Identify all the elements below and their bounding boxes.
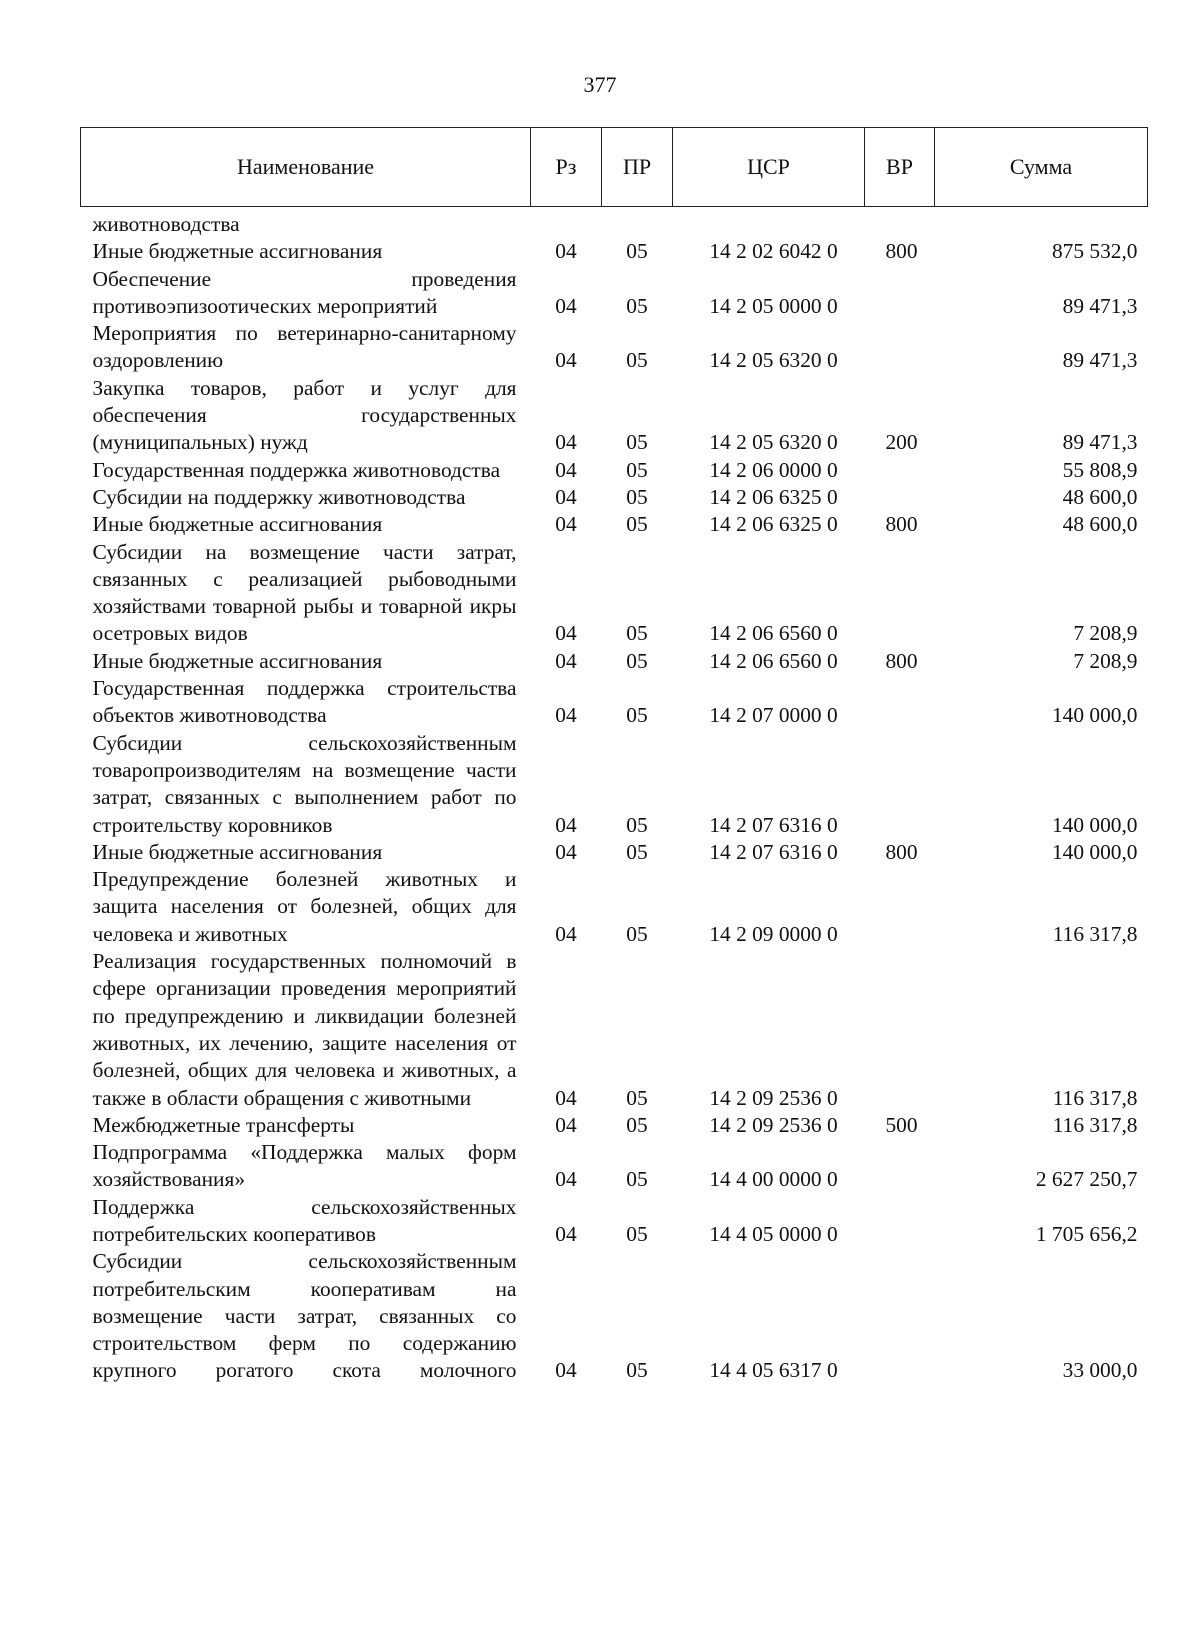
row-vr bbox=[865, 266, 935, 321]
row-name: Субсидии на возмещение части затрат, связанных с реализацией рыбоводными хозяйствами товарной рыбы и товарной икры осетровых видов bbox=[92, 539, 517, 646]
row-sum: 48 600,0 bbox=[1062, 512, 1138, 537]
row-vr: 800 bbox=[885, 239, 918, 264]
row-sum bbox=[935, 207, 1148, 239]
row-csr: 14 2 06 6325 0 bbox=[709, 484, 838, 509]
table-row bbox=[81, 1194, 1148, 1249]
row-pr: 05 bbox=[626, 1221, 648, 1246]
row-name: Иные бюджетные ассигнования bbox=[92, 239, 383, 264]
row-vr: 800 bbox=[885, 839, 918, 864]
row-vr bbox=[865, 730, 935, 839]
row-name: Закупка товаров, работ и услуг для обеспечения государственных (муниципальных) нужд bbox=[92, 375, 517, 455]
row-rz: 04 bbox=[555, 648, 577, 673]
header-pr: ПР bbox=[602, 128, 673, 207]
row-name: Субсидии на поддержку животноводства bbox=[92, 484, 466, 509]
row-vr: 800 bbox=[885, 512, 918, 537]
row-sum: 875 532,0 bbox=[1051, 239, 1138, 264]
table-row bbox=[81, 457, 1148, 484]
row-csr: 14 2 05 0000 0 bbox=[709, 293, 838, 318]
row-vr bbox=[865, 1139, 935, 1194]
row-pr: 05 bbox=[626, 484, 648, 509]
row-sum: 1 705 656,2 bbox=[1035, 1221, 1138, 1246]
row-pr: 05 bbox=[626, 457, 648, 482]
row-pr: 05 bbox=[626, 348, 648, 373]
row-pr: 05 bbox=[626, 621, 648, 646]
row-name: Субсидии сельскохозяйственным товаропроизводителям на возмещение части затрат, связанных с выполнением работ по строительству коровников bbox=[92, 730, 517, 837]
row-vr bbox=[865, 457, 935, 484]
row-name: Предупреждение болезней животных и защита населения от болезней, общих для человека и животных bbox=[92, 867, 517, 946]
row-rz: 04 bbox=[555, 839, 577, 864]
row-rz: 04 bbox=[555, 239, 577, 264]
row-pr: 05 bbox=[626, 1167, 648, 1192]
row-csr: 14 2 07 6316 0 bbox=[709, 839, 838, 864]
row-vr bbox=[865, 484, 935, 511]
row-csr: 14 4 00 0000 0 bbox=[709, 1167, 838, 1192]
row-csr: 14 2 05 6320 0 bbox=[709, 348, 838, 373]
row-name: Поддержка сельскохозяйственных потребительских кооперативов bbox=[92, 1194, 517, 1246]
row-pr: 05 bbox=[626, 703, 648, 728]
row-sum: 48 600,0 bbox=[1062, 484, 1138, 509]
row-pr bbox=[602, 207, 673, 239]
row-vr bbox=[865, 539, 935, 648]
table-row bbox=[81, 866, 1148, 948]
row-pr: 05 bbox=[626, 512, 648, 537]
row-vr: 800 bbox=[885, 648, 918, 673]
row-csr: 14 2 06 6560 0 bbox=[709, 621, 838, 646]
row-csr: 14 2 06 6560 0 bbox=[709, 648, 838, 673]
table-row bbox=[81, 675, 1148, 730]
row-rz: 04 bbox=[555, 484, 577, 509]
row-rz: 04 bbox=[555, 621, 577, 646]
row-csr: 14 2 09 0000 0 bbox=[709, 921, 838, 946]
row-rz: 04 bbox=[555, 1221, 577, 1246]
header-sum: Сумма bbox=[935, 128, 1148, 207]
row-rz: 04 bbox=[555, 457, 577, 482]
header-rz: Рз bbox=[531, 128, 602, 207]
table-row bbox=[81, 539, 1148, 648]
row-name: Государственная поддержка строительства объектов животноводства bbox=[92, 676, 517, 728]
row-name: Иные бюджетные ассигнования bbox=[92, 839, 383, 864]
table-row bbox=[81, 484, 1148, 511]
row-csr: 14 4 05 6317 0 bbox=[709, 1358, 838, 1383]
table-row bbox=[81, 266, 1148, 321]
row-rz: 04 bbox=[555, 921, 577, 946]
row-sum: 89 471,3 bbox=[1062, 348, 1138, 373]
row-csr bbox=[673, 207, 865, 239]
row-name: Подпрограмма «Поддержка малых форм хозяйствования» bbox=[92, 1140, 517, 1192]
row-sum: 89 471,3 bbox=[1062, 430, 1138, 455]
row-rz: 04 bbox=[555, 703, 577, 728]
table-row bbox=[81, 1139, 1148, 1194]
row-name: Иные бюджетные ассигнования bbox=[92, 648, 383, 673]
row-name: Мероприятия по ветеринарно-санитарному оздоровлению bbox=[92, 321, 517, 373]
row-sum: 55 808,9 bbox=[1062, 457, 1138, 482]
row-name: Иные бюджетные ассигнования bbox=[92, 512, 383, 537]
row-name: Государственная поддержка животноводства bbox=[92, 457, 501, 482]
row-name: Межбюджетные трансферты bbox=[92, 1112, 355, 1137]
row-pr: 05 bbox=[626, 430, 648, 455]
table-row bbox=[81, 1112, 1148, 1139]
row-sum: 140 000,0 bbox=[1051, 812, 1138, 837]
row-csr: 14 2 06 0000 0 bbox=[709, 457, 838, 482]
header-vr: ВР bbox=[865, 128, 935, 207]
row-sum: 116 317,8 bbox=[1052, 1112, 1138, 1137]
row-sum: 33 000,0 bbox=[1062, 1358, 1138, 1383]
row-pr: 05 bbox=[626, 648, 648, 673]
table-row bbox=[81, 1248, 1148, 1384]
row-vr bbox=[865, 320, 935, 375]
row-csr: 14 2 06 6325 0 bbox=[709, 512, 838, 537]
row-rz: 04 bbox=[555, 812, 577, 837]
row-sum: 7 208,9 bbox=[1073, 621, 1138, 646]
row-rz: 04 bbox=[555, 348, 577, 373]
row-csr: 14 2 09 2536 0 bbox=[709, 1112, 838, 1137]
budget-table bbox=[80, 127, 1148, 1385]
table-row bbox=[81, 648, 1148, 675]
table-row bbox=[81, 320, 1148, 375]
row-sum: 140 000,0 bbox=[1051, 839, 1138, 864]
row-pr: 05 bbox=[626, 812, 648, 837]
row-rz: 04 bbox=[555, 1358, 577, 1383]
row-vr bbox=[865, 1194, 935, 1249]
row-vr: 500 bbox=[885, 1112, 918, 1137]
header-name: Наименование bbox=[81, 128, 531, 207]
table-row bbox=[81, 511, 1148, 538]
row-csr: 14 4 05 0000 0 bbox=[709, 1221, 838, 1246]
table-row bbox=[81, 730, 1148, 839]
row-vr bbox=[865, 207, 935, 239]
row-vr: 200 bbox=[885, 430, 918, 455]
row-csr: 14 2 05 6320 0 bbox=[709, 430, 838, 455]
row-name: Субсидии сельскохозяйственным потребительским кооперативам на возмещение части затрат, связанных со строительством ферм по содержанию крупного рогатого скота молочного bbox=[92, 1249, 517, 1383]
row-rz: 04 bbox=[555, 293, 577, 318]
row-rz: 04 bbox=[555, 1085, 577, 1110]
row-rz: 04 bbox=[555, 430, 577, 455]
row-csr: 14 2 02 6042 0 bbox=[709, 239, 838, 264]
row-name: животноводства bbox=[92, 212, 240, 236]
row-vr bbox=[865, 948, 935, 1112]
row-rz: 04 bbox=[555, 512, 577, 537]
row-vr bbox=[865, 1248, 935, 1384]
table-row bbox=[81, 839, 1148, 866]
header-csr: ЦСР bbox=[673, 128, 865, 207]
table-row bbox=[81, 207, 1148, 239]
row-pr: 05 bbox=[626, 1112, 648, 1137]
page-number: 377 bbox=[583, 72, 617, 97]
row-sum: 7 208,9 bbox=[1073, 648, 1138, 673]
row-name: Реализация государственных полномочий в сфере организации проведения мероприятий по предупреждению и ликвидации болезней животных, их лечению, защите населения от болезней, общих для человека и животных, а также в области обращения с животными bbox=[92, 949, 517, 1110]
table-row bbox=[81, 238, 1148, 265]
table-header-row bbox=[81, 128, 1148, 207]
row-sum: 116 317,8 bbox=[1052, 921, 1138, 946]
table-row bbox=[81, 375, 1148, 457]
row-rz: 04 bbox=[555, 1112, 577, 1137]
row-rz bbox=[531, 207, 602, 239]
table-row bbox=[81, 948, 1148, 1112]
row-pr: 05 bbox=[626, 921, 648, 946]
row-csr: 14 2 09 2536 0 bbox=[709, 1085, 838, 1110]
row-pr: 05 bbox=[626, 1085, 648, 1110]
row-pr: 05 bbox=[626, 1358, 648, 1383]
row-sum: 140 000,0 bbox=[1051, 703, 1138, 728]
row-vr bbox=[865, 675, 935, 730]
row-vr bbox=[865, 866, 935, 948]
row-pr: 05 bbox=[626, 293, 648, 318]
row-csr: 14 2 07 6316 0 bbox=[709, 812, 838, 837]
row-pr: 05 bbox=[626, 239, 648, 264]
row-name: Обеспечение проведения противоэпизоотических мероприятий bbox=[92, 266, 517, 318]
row-rz: 04 bbox=[555, 1167, 577, 1192]
row-sum: 2 627 250,7 bbox=[1035, 1167, 1138, 1192]
row-sum: 89 471,3 bbox=[1062, 293, 1138, 318]
row-pr: 05 bbox=[626, 839, 648, 864]
row-csr: 14 2 07 0000 0 bbox=[709, 703, 838, 728]
row-sum: 116 317,8 bbox=[1052, 1085, 1138, 1110]
